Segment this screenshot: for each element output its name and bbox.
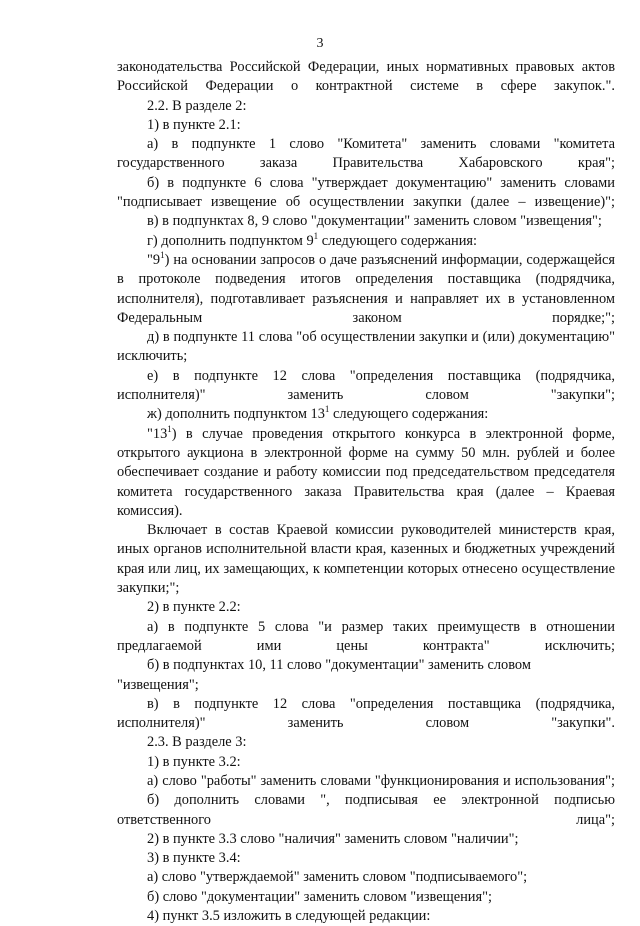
text-run: следующего содержания: — [329, 406, 489, 423]
text-run: ) на основании запросов о даче разъяснений информации, содержащейся в протоколе подведения итогов определения поставщика (подрядчика, исполнителя), подготавливает разъяснения и направляет их в установленном Федеральным законом порядке;"; — [117, 251, 615, 326]
paragraph: 2.3. В разделе 3: — [147, 734, 247, 751]
paragraph: д) в подпункте 11 слова "об осуществлении закупки и (или) документацию" исключить; — [117, 329, 615, 365]
text-run: ) в случае проведения открытого конкурса в электронной форме, открытого аукциона в электронной форме на сумму 50 млн. рублей и более обеспечивает создание и работу комиссии под председательством председателя комитета государственного заказа Правительства края (далее – Краевая комиссия). — [117, 425, 615, 519]
paragraph: 3) в пункте 3.4: — [147, 850, 241, 867]
text-run: г) дополнить подпунктом 9 — [147, 232, 314, 249]
paragraph: 2) в пункте 3.3 слово "наличия" заменить словом "наличии"; — [147, 830, 519, 847]
paragraph: а) слово "работы" заменить словами "функционирования и использования"; — [147, 772, 615, 789]
paragraph — [117, 232, 615, 251]
paragraph: 2.2. В разделе 2: — [147, 97, 247, 114]
paragraph: 1) в пункте 2.1: — [147, 116, 241, 133]
superscript: 1 — [160, 250, 165, 261]
paragraph: а) в подпункте 5 слова "и размер таких преимуществ в отношении предлагаемой ими цены контракта" исключить; — [117, 618, 615, 654]
paragraph — [117, 251, 615, 328]
paragraph: 1) в пункте 3.2: — [147, 753, 241, 770]
document-body — [117, 58, 615, 926]
text-run: ж) дополнить подпунктом 13 — [147, 406, 325, 423]
paragraph: в) в подпункте 12 слова "определения поставщика (подрядчика, исполнителя)" заменить словом "закупки". — [117, 695, 615, 732]
superscript: 1 — [313, 230, 319, 241]
page-number: 3 — [316, 36, 324, 51]
paragraph — [117, 405, 615, 424]
paragraph: 2) в пункте 2.2: — [147, 599, 241, 616]
paragraph: а) в подпункте 1 слово "Комитета" заменить словами "комитета государственного заказа Правительства Хабаровского края"; — [117, 136, 615, 172]
paragraph: б) в подпунктах 10, 11 слово "документации" заменить словом "извещения"; — [117, 657, 531, 693]
paragraph — [117, 425, 615, 521]
superscript: 1 — [167, 423, 172, 434]
paragraph: Включает в состав Краевой комиссии руководителей министерств края, иных органов исполнительной власти края, казенных и бюджетных учреждений края или лиц, их замещающих, к компетенции которых отнесено осуществление закупки;"; — [117, 522, 615, 597]
paragraph: б) в подпункте 6 слова "утверждает документацию" заменить словами "подписывает извещение об осуществлении закупки (далее – извещение)"; — [117, 174, 615, 211]
text-run: следующего содержания: — [318, 232, 478, 249]
paragraph: 4) пункт 3.5 изложить в следующей редакции: — [147, 908, 431, 925]
paragraph: е) в подпункте 12 слова "определения поставщика (подрядчика, исполнителя)" заменить словом "закупки"; — [117, 367, 615, 404]
paragraph: в) в подпунктах 8, 9 слово "документации" заменить словом "извещения"; — [147, 213, 602, 230]
text-run: "13 — [147, 425, 168, 442]
superscript: 1 — [324, 404, 330, 415]
paragraph: а) слово "утверждаемой" заменить словом "подписываемого"; — [147, 869, 528, 886]
text-run: "9 — [147, 251, 161, 268]
paragraph: б) дополнить словами ", подписывая ее электронной подписью ответственного лица"; — [117, 792, 615, 828]
paragraph: законодательства Российской Федерации, иных нормативных правовых актов Российской Федерации о контрактной системе в сфере закупок.". — [117, 59, 615, 95]
paragraph: б) слово "документации" заменить словом "извещения"; — [147, 888, 492, 905]
